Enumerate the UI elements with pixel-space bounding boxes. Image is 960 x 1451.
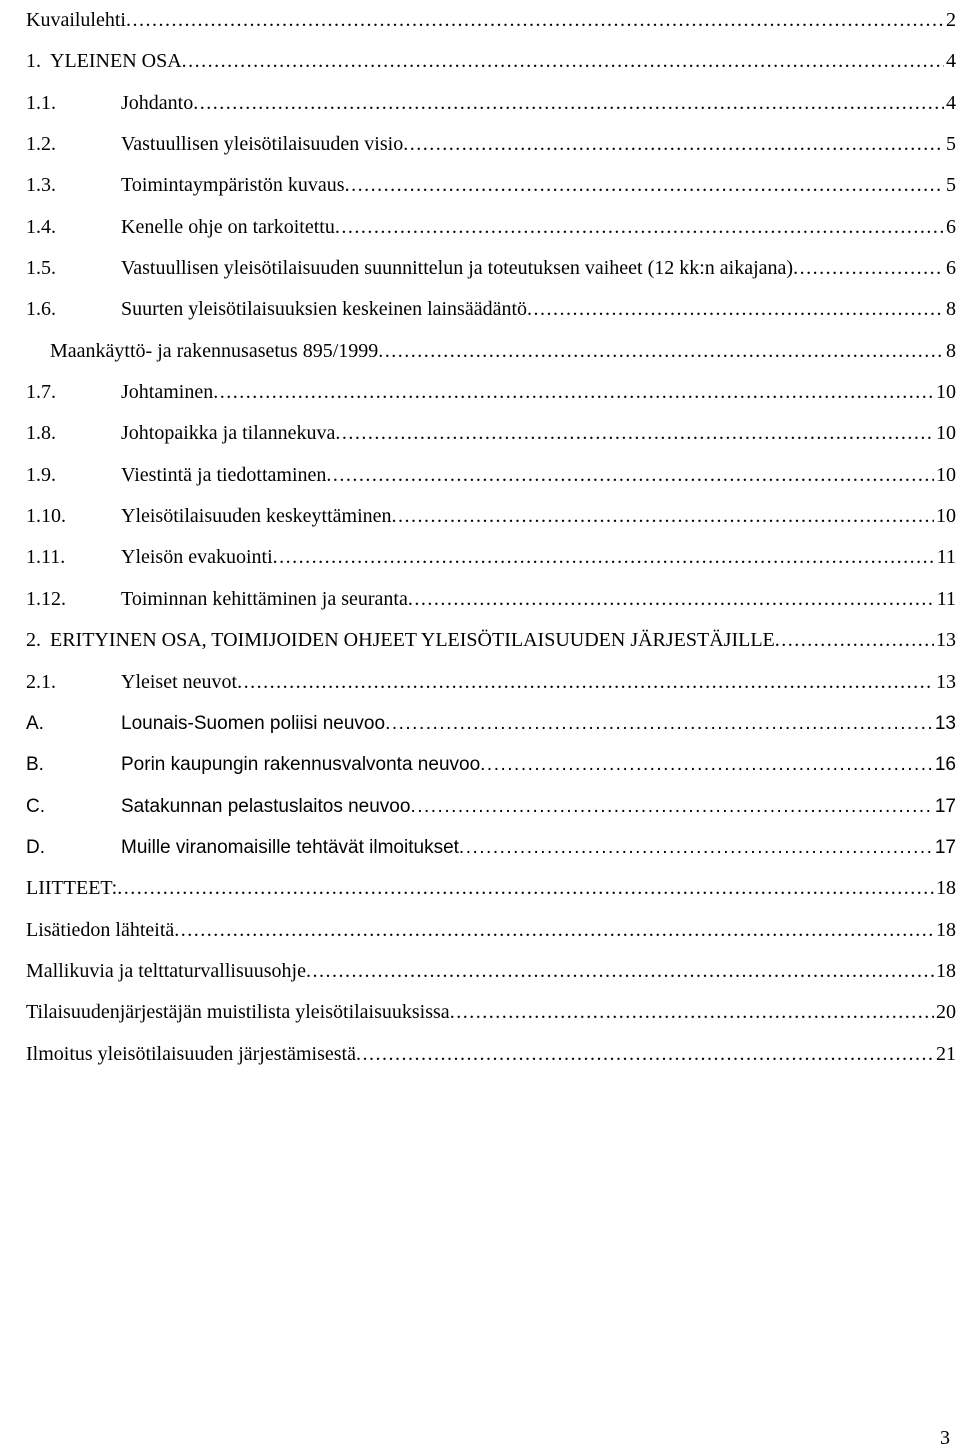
dot-leader (793, 248, 944, 289)
toc-entry-number: 2.1. (26, 670, 56, 693)
toc-entry-title: Yleisön evakuointi (121, 546, 273, 569)
dot-leader (408, 579, 935, 620)
toc-entry-title: LIITTEET: (26, 877, 118, 900)
toc-entry[interactable] (26, 951, 956, 992)
toc-entry[interactable] (26, 579, 956, 620)
toc-entry-page: 13 (936, 629, 956, 652)
dot-leader (335, 413, 934, 454)
toc-entry-number: 1.4. (26, 215, 56, 238)
toc-entry-number: 1.11. (26, 546, 66, 569)
dot-leader (356, 1034, 934, 1075)
toc-entry-title: Ilmoitus yleisötilaisuuden järjestämisestä (26, 1042, 356, 1065)
toc-entry-page: 18 (936, 877, 956, 900)
toc-entry[interactable] (26, 372, 956, 413)
toc-entry[interactable] (26, 868, 956, 909)
toc-entry[interactable] (26, 827, 956, 868)
toc-entry-title: Johdanto (121, 91, 194, 114)
toc-entry-title: Vastuullisen yleisötilaisuuden visio (121, 133, 404, 156)
toc-entry[interactable] (26, 0, 956, 41)
toc-entry-number: C. (26, 795, 45, 817)
toc-entry-title: Kuvailulehti (26, 9, 126, 31)
toc-entry-page: 2 (946, 9, 956, 31)
toc-entry[interactable] (26, 1034, 956, 1075)
dot-leader (193, 83, 944, 124)
toc-entry-title: Vastuullisen yleisötilaisuuden suunnittelun ja toteutuksen vaiheet (12 kk:n aikajana) (121, 257, 794, 280)
toc-entry[interactable] (26, 537, 956, 578)
dot-leader (126, 0, 944, 41)
toc-entry-number: 1.8. (26, 422, 56, 445)
toc-entry[interactable] (26, 992, 956, 1033)
toc-entry-title: Lounais-Suomen poliisi neuvoo (121, 712, 386, 734)
dot-leader (345, 165, 944, 206)
table-of-contents (26, 0, 956, 1075)
dot-leader (480, 744, 933, 785)
toc-entry-number: 1. (26, 50, 41, 73)
dot-leader (775, 620, 934, 661)
toc-entry-title: Suurten yleisötilaisuuksien keskeinen lainsäädäntö (121, 298, 528, 321)
toc-entry[interactable] (26, 124, 956, 165)
toc-entry-title: Tilaisuudenjärjestäjän muistilista yleisötilaisuuksissa (26, 1001, 450, 1024)
dot-leader (335, 207, 944, 248)
toc-entry-title: Yleisötilaisuuden keskeyttäminen (121, 505, 392, 528)
toc-entry[interactable] (26, 207, 956, 248)
toc-entry-number: 1.2. (26, 133, 56, 156)
toc-entry-page: 10 (936, 381, 956, 404)
toc-entry-page: 10 (936, 505, 956, 528)
toc-entry-number: 1.5. (26, 257, 56, 280)
dot-leader (273, 537, 935, 578)
toc-entry[interactable] (26, 620, 956, 661)
toc-entry-number: 1.9. (26, 463, 56, 486)
toc-entry-page: 18 (936, 918, 956, 941)
toc-entry-title: Mallikuvia ja telttaturvallisuusohje (26, 959, 306, 982)
dot-leader (385, 703, 933, 744)
toc-entry-page: 10 (936, 422, 956, 445)
dot-leader (117, 868, 934, 909)
toc-entry[interactable] (26, 455, 956, 496)
dot-leader (450, 992, 934, 1033)
toc-entry-title: YLEINEN OSA (50, 50, 182, 73)
toc-entry-page: 5 (946, 133, 956, 156)
dot-leader (326, 455, 934, 496)
dot-leader (459, 827, 933, 868)
toc-entry-number: 2. (26, 629, 41, 652)
toc-entry-title: Porin kaupungin rakennusvalvonta neuvoo (121, 754, 481, 776)
toc-entry-page: 5 (946, 174, 956, 197)
toc-entry[interactable] (26, 165, 956, 206)
toc-entry-page: 6 (946, 215, 956, 238)
dot-leader (392, 496, 935, 537)
toc-entry-number: 1.6. (26, 298, 56, 321)
toc-entry-number: B. (26, 754, 44, 776)
toc-entry[interactable] (26, 744, 956, 785)
toc-entry-number: 1.7. (26, 381, 56, 404)
dot-leader (410, 786, 932, 827)
toc-entry-title: Maankäyttö- ja rakennusasetus 895/1999 (50, 339, 379, 362)
toc-entry-page: 16 (934, 754, 956, 776)
dot-leader (237, 662, 934, 703)
toc-entry[interactable] (26, 496, 956, 537)
toc-entry-title: Toimintaympäristön kuvaus (121, 174, 345, 197)
dot-leader (403, 124, 944, 165)
toc-entry-title: Viestintä ja tiedottaminen (121, 463, 327, 486)
toc-entry[interactable] (26, 786, 956, 827)
toc-entry-page: 4 (946, 50, 956, 73)
dot-leader (378, 331, 944, 372)
toc-entry[interactable] (26, 331, 956, 372)
toc-entry-page: 17 (934, 836, 956, 858)
toc-entry-title: Toiminnan kehittäminen ja seuranta (121, 587, 408, 610)
toc-entry-page: 17 (934, 795, 956, 817)
toc-entry-page: 11 (936, 587, 956, 610)
toc-entry-title: Satakunnan pelastuslaitos neuvoo (121, 795, 411, 817)
dot-leader (527, 289, 944, 330)
toc-entry-number: 1.3. (26, 174, 56, 197)
toc-entry[interactable] (26, 662, 956, 703)
toc-entry-page: 10 (936, 463, 956, 486)
toc-entry-page: 13 (936, 670, 956, 693)
toc-entry-page: 18 (936, 959, 956, 982)
toc-entry[interactable] (26, 289, 956, 330)
toc-entry-number: 1.12. (26, 587, 66, 610)
toc-entry-page: 6 (946, 257, 956, 280)
toc-entry-title: Johtaminen (121, 381, 214, 404)
toc-entry-title: Lisätiedon lähteitä (26, 918, 175, 941)
toc-entry-page: 4 (946, 91, 956, 114)
toc-entry-page: 13 (934, 712, 956, 734)
dot-leader (213, 372, 934, 413)
toc-entry[interactable] (26, 703, 956, 744)
toc-entry[interactable] (26, 41, 956, 82)
toc-entry[interactable] (26, 910, 956, 951)
toc-entry[interactable] (26, 248, 956, 289)
toc-entry-page: 21 (936, 1042, 956, 1065)
toc-entry-title: Yleiset neuvot (121, 670, 238, 693)
toc-entry-title: Muille viranomaisille tehtävät ilmoitukset (121, 836, 459, 858)
dot-leader (182, 41, 944, 82)
toc-entry-page: 8 (946, 339, 956, 362)
dot-leader (174, 910, 934, 951)
toc-entry-page: 8 (946, 298, 956, 321)
toc-entry-title: Kenelle ohje on tarkoitettu (121, 215, 335, 238)
toc-entry-number: D. (26, 836, 45, 858)
toc-entry-number: A. (26, 712, 44, 734)
toc-entry-number: 1.10. (26, 505, 66, 528)
toc-entry-number: 1.1. (26, 91, 56, 114)
toc-entry[interactable] (26, 83, 956, 124)
page-number: 3 (940, 1427, 950, 1449)
toc-entry-title: Johtopaikka ja tilannekuva (121, 422, 336, 445)
toc-entry[interactable] (26, 413, 956, 454)
toc-entry-page: 11 (936, 546, 956, 569)
toc-entry-title: ERITYINEN OSA, TOIMIJOIDEN OHJEET YLEISÖTILAISUUDEN JÄRJESTÄJILLE (50, 629, 775, 652)
toc-entry-page: 20 (936, 1001, 956, 1024)
dot-leader (306, 951, 934, 992)
